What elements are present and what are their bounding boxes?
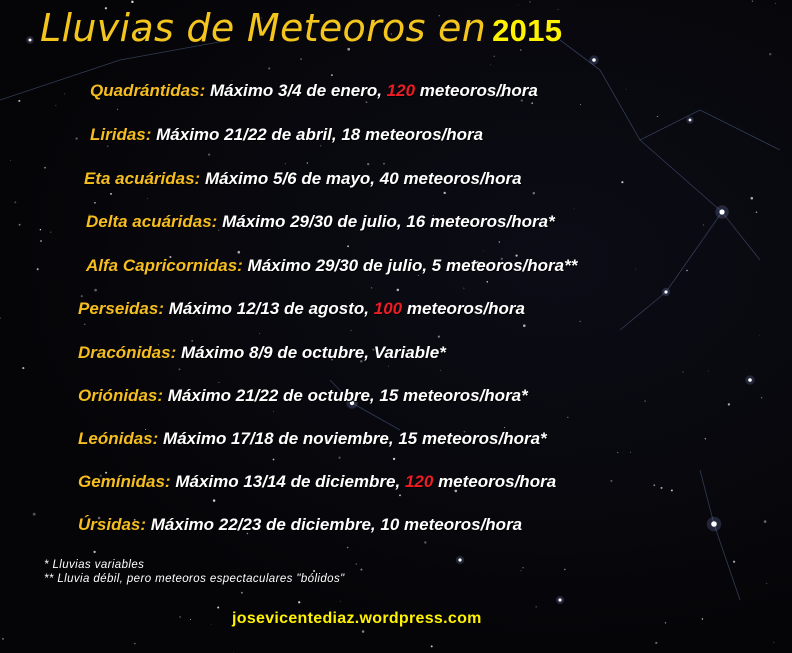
star — [610, 480, 612, 482]
star — [708, 371, 709, 372]
star — [217, 607, 219, 609]
shower-peak: Máximo 5/6 de mayo, — [204, 169, 376, 188]
star — [660, 487, 662, 489]
shower-name: Eta acuáridas: — [84, 169, 201, 188]
star — [0, 317, 1, 319]
shower-peak: Máximo 22/23 de diciembre, — [150, 515, 376, 534]
shower-peak: Máximo 21/22 de abril, — [156, 125, 337, 144]
star — [208, 153, 210, 155]
shower-row-leonidas — [78, 429, 547, 449]
star — [93, 551, 95, 553]
star — [40, 240, 42, 242]
star — [360, 569, 362, 571]
star — [320, 145, 321, 146]
title-year: 2015 — [492, 13, 563, 48]
star — [733, 561, 735, 563]
shower-unit: meteoros/hora — [403, 169, 522, 188]
star — [56, 105, 57, 106]
star — [84, 323, 86, 325]
star — [18, 100, 20, 102]
shower-unit: meteoros/hora — [365, 125, 484, 144]
star — [773, 642, 774, 643]
shower-rate: 5 — [431, 256, 442, 275]
star — [617, 452, 618, 453]
shower-row-orionidas — [78, 386, 528, 406]
star — [440, 370, 441, 371]
star — [504, 427, 505, 428]
star — [397, 289, 400, 292]
shower-unit: meteoros/hora — [438, 472, 557, 491]
star — [438, 335, 440, 337]
shower-row-perseidas — [78, 299, 525, 319]
star — [703, 224, 704, 225]
star — [50, 232, 51, 233]
star — [621, 181, 623, 183]
shower-name: Dracónidas: — [78, 343, 177, 362]
shower-rate: 15 — [398, 429, 418, 448]
star — [213, 499, 215, 501]
constellation-line — [620, 212, 722, 330]
star — [362, 630, 365, 633]
star — [657, 116, 658, 117]
star — [351, 330, 352, 331]
shower-name: Alfa Capricornidas: — [86, 256, 243, 275]
star — [307, 162, 308, 163]
star — [347, 245, 349, 247]
star — [218, 382, 219, 383]
star — [653, 484, 655, 486]
star — [705, 438, 706, 439]
star — [134, 643, 136, 645]
star — [300, 58, 302, 60]
star — [44, 167, 46, 169]
star — [766, 583, 767, 584]
star — [191, 340, 193, 342]
shower-peak: Máximo 12/13 de agosto, — [168, 299, 370, 318]
website-credit: josevicentediaz.wordpress.com — [232, 610, 482, 627]
shower-row-alfa-capricornidas — [86, 256, 577, 276]
star — [259, 333, 260, 334]
star — [94, 289, 97, 292]
shower-unit: meteoros/hora* — [403, 386, 528, 405]
star — [131, 1, 133, 3]
shower-unit: meteoros/hora — [404, 515, 523, 534]
star — [190, 619, 191, 620]
star — [356, 563, 358, 565]
star — [567, 417, 568, 418]
star — [22, 367, 24, 369]
star — [580, 321, 581, 322]
star — [268, 67, 270, 69]
star — [338, 457, 340, 459]
shower-row-draconidas — [78, 343, 446, 363]
star — [574, 209, 575, 210]
star — [110, 193, 112, 195]
star — [431, 645, 433, 647]
shower-name: Quadrántidas: — [90, 81, 206, 100]
shower-unit: meteoros/hora* — [429, 212, 555, 231]
shower-name: Úrsidas: — [78, 515, 147, 534]
star — [14, 201, 16, 203]
star — [366, 101, 368, 103]
star — [273, 411, 274, 412]
star — [75, 137, 77, 139]
star — [702, 618, 703, 619]
star — [179, 368, 181, 370]
star — [630, 452, 631, 453]
constellation-line — [560, 40, 600, 70]
star — [298, 601, 300, 603]
bright-star — [592, 58, 596, 62]
star — [388, 366, 389, 367]
title-text: Lluvias de Meteoros en — [40, 6, 487, 50]
footnotes — [44, 558, 345, 586]
star — [347, 547, 349, 549]
shower-name: Delta acuáridas: — [86, 212, 218, 231]
bright-star — [29, 39, 32, 42]
bright-star — [458, 558, 461, 561]
shower-rate: 40 — [379, 169, 399, 188]
bright-star — [748, 378, 752, 382]
star — [486, 281, 488, 283]
shower-peak: Máximo 29/30 de julio, — [222, 212, 402, 231]
shower-rate: 10 — [380, 515, 400, 534]
star — [756, 211, 758, 213]
star — [580, 104, 581, 105]
bright-star — [711, 521, 717, 527]
star — [751, 197, 754, 200]
shower-row-liridas — [90, 125, 483, 145]
shower-peak: Máximo 29/30 de julio, — [247, 256, 428, 275]
star — [665, 622, 666, 623]
shower-peak: Máximo 21/22 de octubre, — [167, 386, 375, 405]
footnote-bolides: ** Lluvia débil, pero meteoros espectaculares "bólidos" — [44, 573, 345, 585]
bright-star — [558, 598, 561, 601]
constellation-line — [640, 110, 780, 150]
star — [644, 400, 646, 402]
shower-rate: 15 — [379, 386, 399, 405]
star — [483, 251, 484, 252]
star — [728, 403, 730, 405]
shower-rate: 120 — [386, 81, 416, 100]
star — [444, 192, 446, 194]
shower-rate: 100 — [373, 299, 403, 318]
constellation-line — [700, 470, 740, 600]
star — [626, 89, 627, 90]
shower-rate: 18 — [341, 125, 361, 144]
star — [37, 268, 39, 270]
shower-unit: meteoros/hora — [419, 81, 538, 100]
star — [147, 198, 148, 199]
star — [464, 288, 465, 289]
shower-peak: Máximo 8/9 de octubre, — [180, 343, 369, 362]
shower-name: Liridas: — [90, 125, 152, 144]
footnote-variable: * Lluvias variables — [44, 559, 145, 571]
star — [536, 606, 537, 607]
bright-star — [689, 119, 692, 122]
star — [94, 202, 96, 204]
shower-rate: 120 — [404, 472, 434, 491]
star — [19, 224, 21, 226]
star — [340, 601, 341, 602]
star — [671, 489, 673, 491]
star — [635, 269, 636, 270]
star — [371, 287, 372, 288]
star — [285, 163, 286, 164]
shower-row-delta-acuaridas — [86, 212, 555, 232]
shower-unit: meteoros/hora** — [446, 256, 578, 275]
star — [523, 324, 526, 327]
shower-name: Oriónidas: — [78, 386, 164, 405]
star — [490, 65, 491, 66]
star — [10, 160, 11, 161]
star — [529, 1, 530, 2]
star — [383, 163, 384, 164]
shower-unit: meteoros/hora — [406, 299, 525, 318]
star — [273, 459, 275, 461]
star — [764, 520, 767, 523]
star — [399, 494, 401, 496]
star — [522, 567, 523, 568]
star — [775, 3, 776, 4]
poster-title — [40, 6, 562, 50]
star — [499, 241, 500, 242]
star — [682, 371, 683, 372]
shower-peak: Máximo 17/18 de noviembre, — [163, 429, 394, 448]
shower-name: Leónidas: — [78, 429, 159, 448]
star — [81, 295, 83, 297]
star — [760, 336, 761, 337]
shower-row-quadrantidas — [90, 81, 538, 101]
star — [655, 642, 657, 644]
star — [179, 616, 180, 617]
star — [752, 1, 753, 2]
shower-rate: Variable* — [373, 343, 446, 362]
shower-name: Perseidas: — [78, 299, 164, 318]
star — [2, 638, 4, 640]
bright-star — [664, 290, 667, 293]
star — [520, 570, 521, 571]
star — [564, 569, 565, 570]
shower-name: Gemínidas: — [78, 472, 171, 491]
star — [761, 397, 762, 398]
star — [424, 541, 426, 543]
star — [331, 74, 333, 76]
star — [493, 56, 494, 57]
star — [533, 192, 535, 194]
star — [367, 163, 369, 165]
star — [40, 229, 41, 230]
star — [233, 652, 234, 653]
shower-row-geminidas — [78, 472, 556, 492]
star — [107, 145, 109, 147]
star — [33, 513, 36, 516]
shower-peak: Máximo 3/4 de enero, — [209, 81, 382, 100]
constellation-line — [600, 70, 760, 260]
star — [211, 624, 212, 625]
bright-star — [719, 209, 724, 214]
shower-row-eta-acuaridas — [84, 169, 522, 189]
shower-peak: Máximo 13/14 de diciembre, — [175, 472, 401, 491]
shower-row-ursidas — [78, 515, 522, 535]
shower-unit: meteoros/hora* — [421, 429, 547, 448]
star — [769, 53, 771, 55]
star — [393, 458, 395, 460]
star — [531, 102, 533, 104]
star — [117, 109, 118, 110]
star — [686, 270, 687, 271]
star — [238, 251, 241, 254]
star — [241, 592, 243, 594]
star — [64, 93, 65, 94]
shower-rate: 16 — [406, 212, 426, 231]
